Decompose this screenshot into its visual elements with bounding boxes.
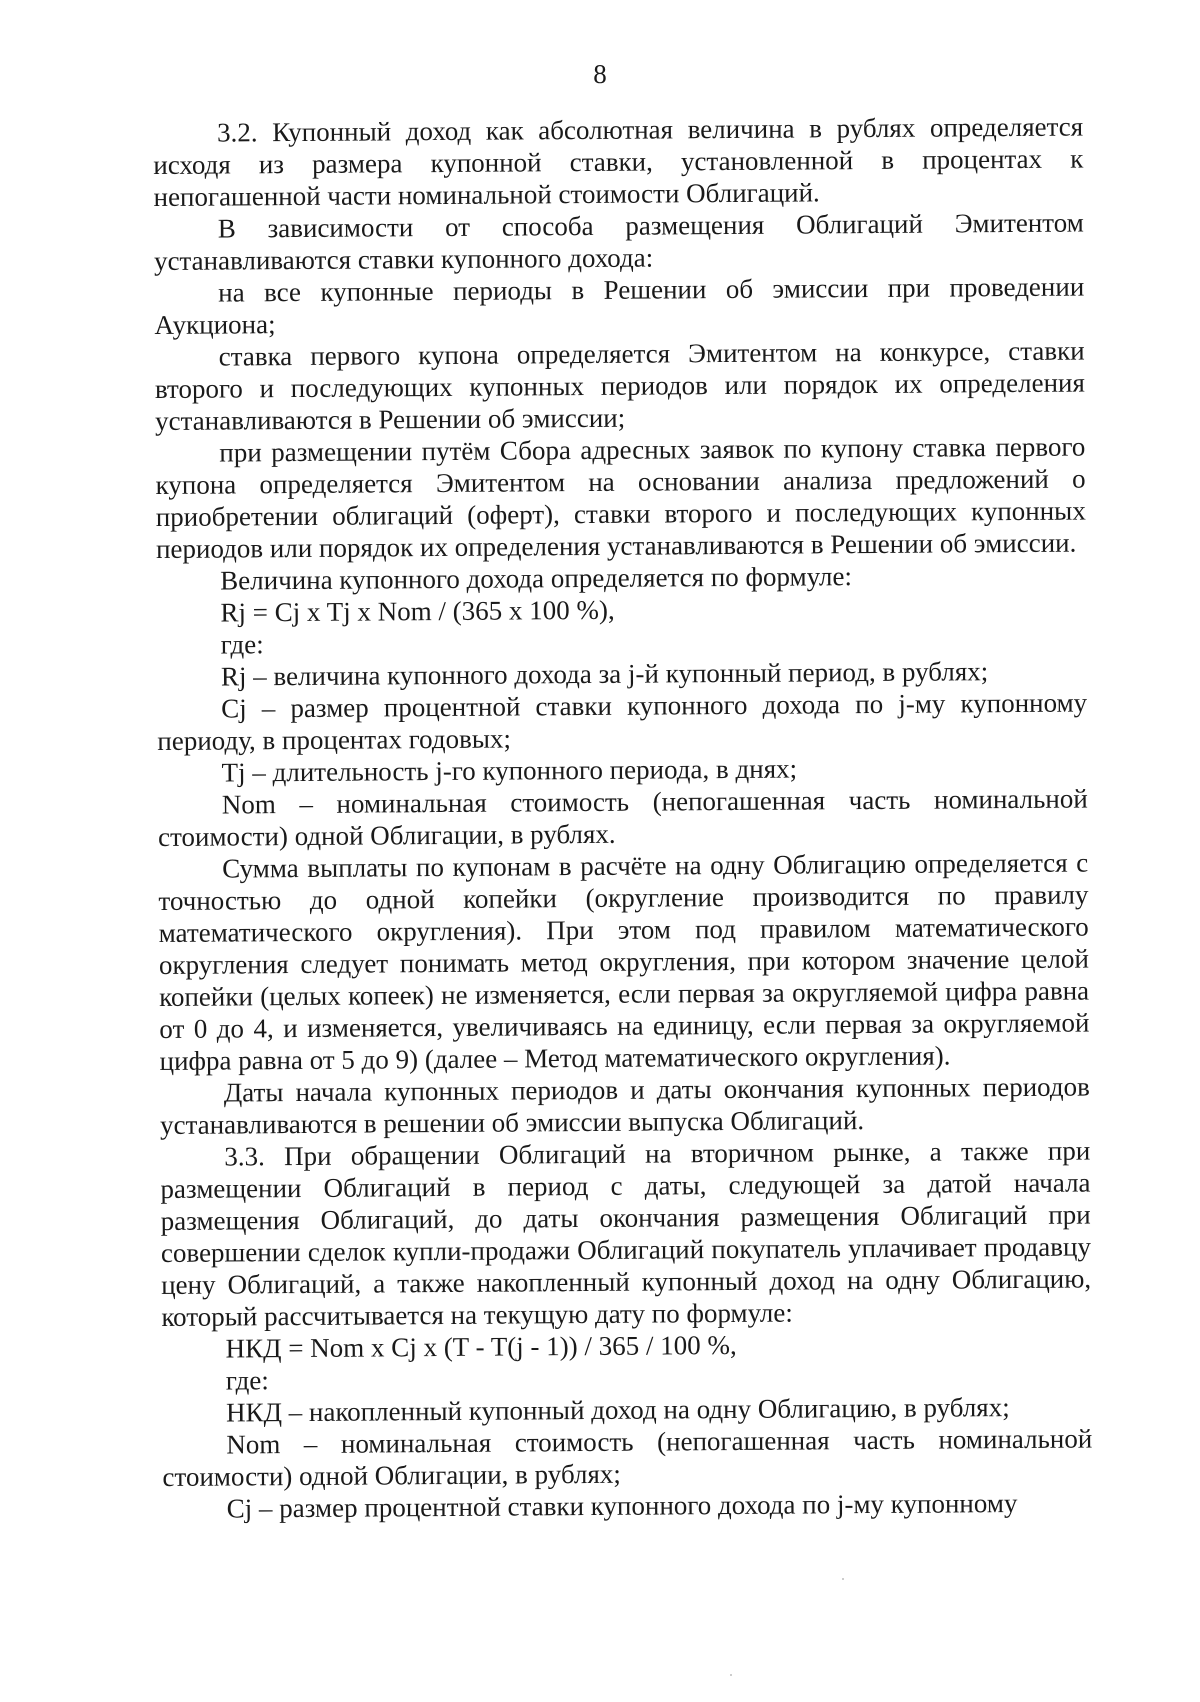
- formula-accrued-income: НКД = Nom x Cj x (T - T(j - 1)) / 365 / 100 %,: [225, 1329, 737, 1364]
- paragraph-formula-intro: Величина купонного дохода определяется по формуле:: [220, 561, 853, 596]
- scan-speck: [730, 1674, 732, 1676]
- formula2-where-label: где:: [225, 1365, 269, 1396]
- paragraph-placement-method: В зависимости от способа размещения Облигаций Эмитентом устанавливаются ставки купонного дохода:: [153, 207, 1084, 276]
- formula-where-label: где:: [220, 629, 264, 660]
- paragraph-first-coupon-contest: ставка первого купона определяется Эмитентом на конкурсе, ставки второго и последующих купонных периодов или порядок их определения устанавливаются в Решении об эмиссии;: [154, 335, 1085, 436]
- definition-cj-2: Cj – размер процентной ставки купонного дохода по j-му купонному: [226, 1487, 1018, 1524]
- definition-rj: Rj – величина купонного дохода за j-й купонный период, в рублях;: [220, 656, 989, 692]
- paragraph-3-2-coupon-income: 3.2. Купонный доход как абсолютная величина в рублях определяется исходя из размера купонной ставки, установленной в процентах к непогашенной части номинальной стоимости Облигаций.: [153, 111, 1084, 212]
- page-number: 8: [593, 59, 607, 89]
- definition-tj: Tj – длительность j-го купонного периода, в днях;: [221, 753, 798, 788]
- definition-nom: Nom – номинальная стоимость (непогашенная часть номинальной стоимости) одной Облигации, в рублях.: [157, 783, 1088, 852]
- paragraph-auction: на все купонные периоды в Решении об эмиссии при проведении Аукциона;: [154, 271, 1085, 340]
- document-body: [153, 111, 1093, 1525]
- formula-coupon-income: Rj = Cj x Tj x Nom / (365 x 100 %),: [220, 594, 615, 628]
- paragraph-bookbuilding: при размещении путём Сбора адресных заявок по купону ставка первого купона определяется Эмитентом на основании анализа предложений о приобретении облигаций (оферт), ставки второго и последующих купонных периодов или порядок их определения устанавливаются в Решении об эмиссии.: [155, 431, 1086, 564]
- paragraph-rounding: Сумма выплаты по купонам в расчёте на одну Облигацию определяется с точностью до одной копейки (округление производится по правилу математического округления). При этом под правилом математического округления следует понимать метод округления, при котором значение целой копейки (целых копеек) не изменяется, если первая за округляемой цифра равна от 0 до 4, и изменяется, увеличиваясь на единицу, если первая за округляемой цифра равна от 5 до 9) (далее – Метод математического округления).: [158, 847, 1090, 1076]
- definition-nkd: НКД – накопленный купонный доход на одну Облигацию, в рублях;: [225, 1392, 1010, 1428]
- scan-speck: [842, 1578, 844, 1580]
- paragraph-3-3-secondary-market: 3.3. При обращении Облигаций на вторичном рынке, а также при размещении Облигаций в период с даты, следующей за датой начала размещения Облигаций, до даты окончания размещения Облигаций при совершении сделок купли-продажи Облигаций покупатель уплачивает продавцу цену Облигаций, а также накопленный купонный доход на одну Облигацию, который рассчитывается на текущую дату по формуле:: [160, 1135, 1092, 1332]
- definition-nom-2: Nom – номинальная стоимость (непогашенная часть номинальной стоимости) одной Облигации, в рублях;: [162, 1423, 1093, 1492]
- paragraph-coupon-dates: Даты начала купонных периодов и даты окончания купонных периодов устанавливаются в решении об эмиссии выпуска Облигаций.: [159, 1071, 1090, 1140]
- definition-cj: Cj – размер процентной ставки купонного дохода по j-му купонному периоду, в процентах годовых;: [157, 687, 1088, 756]
